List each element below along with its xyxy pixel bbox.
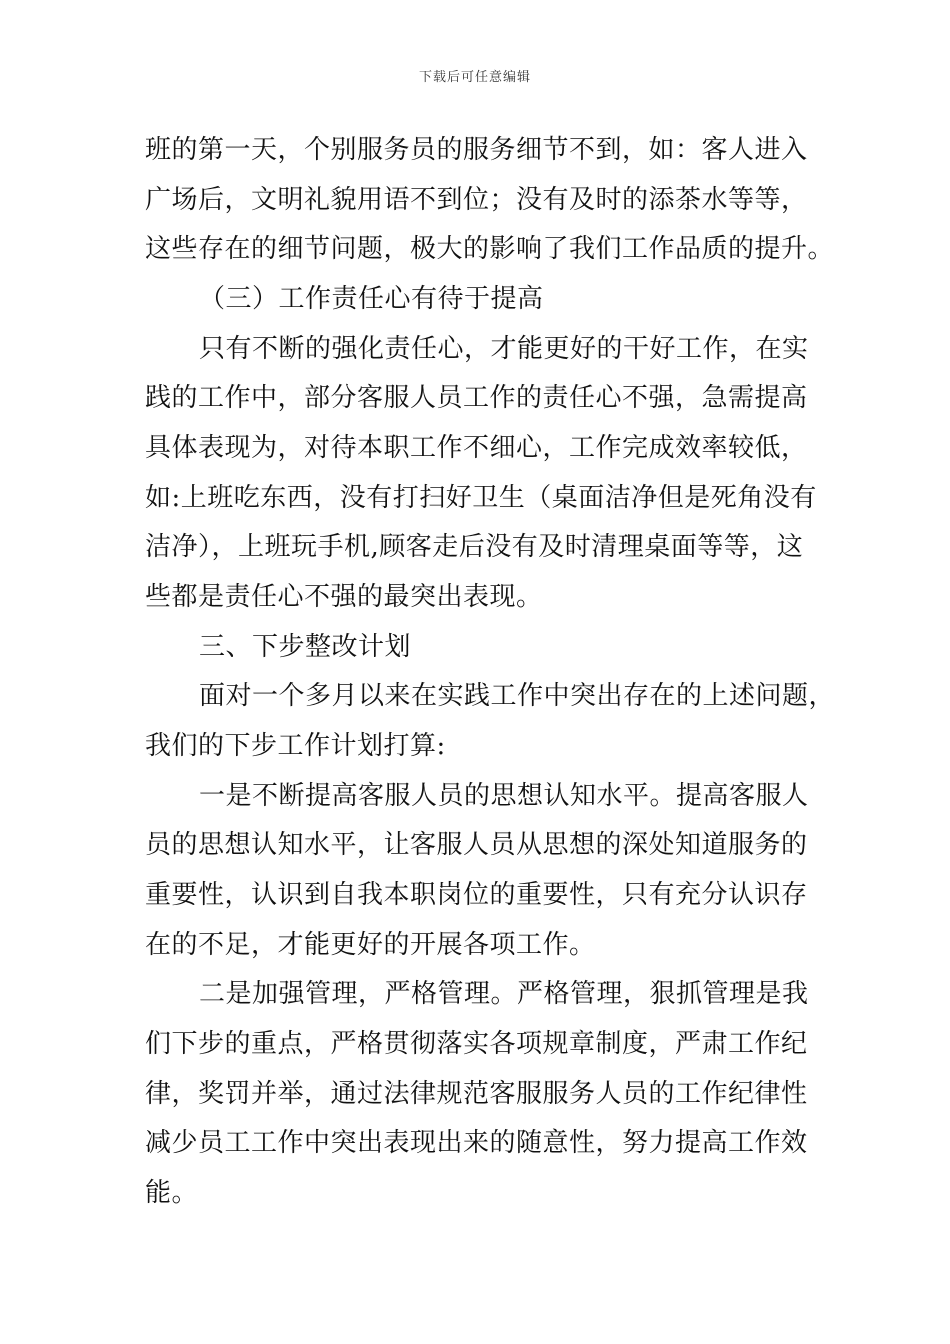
section-heading: 三、下步整改计划: [199, 632, 412, 662]
text-line: 些都是责任心不强的最突出表现。: [145, 582, 543, 612]
page-header: 下载后可任意编辑: [418, 70, 531, 85]
text-line: 们下步的重点，严格贯彻落实各项规章制度，严肃工作纪: [145, 1029, 808, 1059]
section-heading: （三）工作责任心有待于提高: [199, 284, 544, 314]
text-line: 如:上班吃东西，没有打扫好卫生（桌面洁净但是死角没有: [145, 483, 817, 513]
text-line: 能。: [145, 1178, 199, 1208]
text-line: 二是加强管理，严格管理。严格管理，狠抓管理是我: [199, 979, 809, 1009]
text-line: 重要性，认识到自我本职岗位的重要性，只有充分认识存: [145, 880, 808, 910]
text-line: 这些存在的细节问题，极大的影响了我们工作品质的提升。: [145, 234, 835, 264]
text-line: 具体表现为，对待本职工作不细心，工作完成效率较低，: [145, 433, 808, 463]
text-line: 一是不断提高客服人员的思想认知水平。提高客服人: [199, 781, 809, 811]
text-line: 减少员工工作中突出表现出来的随意性，努力提高工作效: [145, 1128, 808, 1158]
text-line: 洁净），上班玩手机,顾客走后没有及时清理桌面等等，这: [145, 532, 804, 562]
text-line: 在的不足，才能更好的开展各项工作。: [145, 930, 596, 960]
text-line: 员的思想认知水平，让客服人员从思想的深处知道服务的: [145, 830, 808, 860]
text-line: 班的第一天，个别服务员的服务细节不到，如：客人进入: [145, 135, 808, 165]
text-line: 律，奖罚并举，通过法律规范客服服务人员的工作纪律性: [145, 1079, 808, 1109]
text-line: 广场后，文明礼貌用语不到位；没有及时的添茶水等等，: [145, 185, 808, 215]
text-line: 面对一个多月以来在实践工作中突出存在的上述问题，: [199, 681, 836, 711]
text-line: 我们的下步工作计划打算:: [145, 731, 446, 761]
text-line: 践的工作中，部分客服人员工作的责任心不强，急需提高: [145, 383, 808, 413]
text-line: 只有不断的强化责任心，才能更好的干好工作，在实: [199, 334, 809, 364]
